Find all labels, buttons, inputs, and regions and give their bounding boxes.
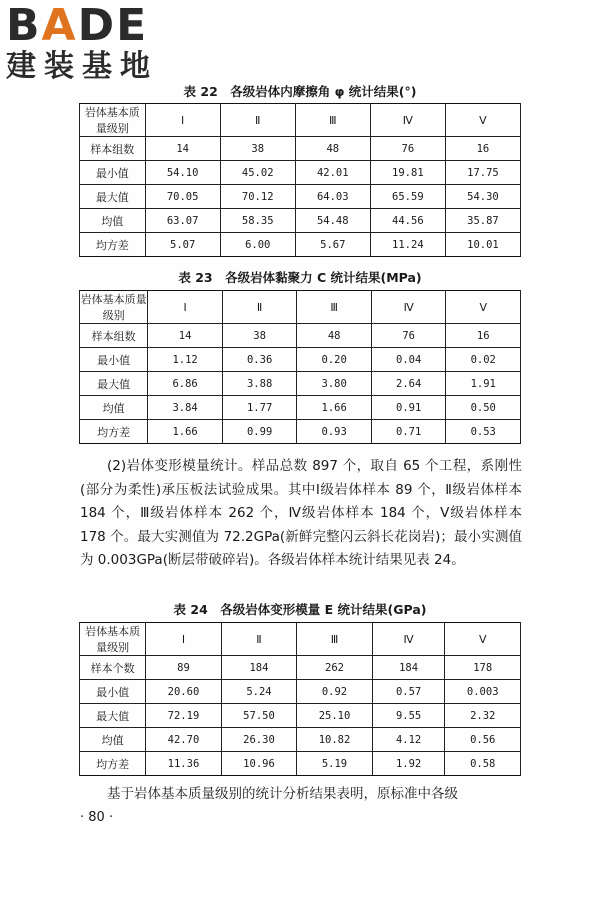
table-cell: 0.56 [445,728,521,752]
table-cell: 16 [445,137,520,161]
table-row [80,704,521,728]
logo-text-en: BADE [6,0,149,51]
row-label: 样本组数 [80,137,146,161]
table23 [79,290,521,444]
table-cell: 10.82 [297,728,373,752]
column-header: Ⅳ [371,291,446,324]
table-cell: 178 [445,656,521,680]
table22-body [80,104,521,257]
paragraph-conclusion: 基于岩体基本质量级别的统计分析结果表明，原标准中各级 [107,786,458,802]
column-header: Ⅱ [220,104,295,137]
table-cell: 0.50 [446,396,521,420]
logo-text-cn: 建装基地 [6,49,158,84]
column-header: Ⅱ [221,623,297,656]
row-label: 样本个数 [80,656,146,680]
table-cell: 42.70 [146,728,222,752]
table-cell: 38 [222,324,297,348]
table-cell: 14 [148,324,223,348]
table-cell: 76 [370,137,445,161]
table-cell: 3.80 [297,372,372,396]
table-cell: 1.66 [148,420,223,444]
table-cell: 2.64 [371,372,446,396]
column-header-label: 岩体基本质量级别 [80,104,146,137]
row-label: 均方差 [80,752,146,776]
table-cell: 3.88 [222,372,297,396]
table-cell: 262 [297,656,373,680]
row-label: 均值 [80,728,146,752]
table-row [80,137,521,161]
table-cell: 63.07 [145,209,220,233]
table-cell: 11.24 [370,233,445,257]
row-label: 最大值 [80,704,146,728]
table-cell: 2.32 [445,704,521,728]
logo [6,0,158,84]
table-cell: 10.01 [445,233,520,257]
table23-caption: 表 23 各级岩体黏聚力 C 统计结果(MPa) [178,270,422,285]
column-header: Ⅰ [145,104,220,137]
table-cell: 76 [371,324,446,348]
row-label: 均方差 [80,233,146,257]
table-cell: 42.01 [295,161,370,185]
column-header: Ⅳ [372,623,445,656]
row-label: 样本组数 [80,324,148,348]
table-header-row [80,623,521,656]
table-cell: 70.05 [145,185,220,209]
table-cell: 48 [295,137,370,161]
table-row [80,396,521,420]
table-row [80,420,521,444]
table-cell: 11.36 [146,752,222,776]
table-header-row [80,104,521,137]
row-label: 最大值 [80,185,146,209]
table-row [80,185,521,209]
table-row [80,348,521,372]
row-label: 最小值 [80,680,146,704]
table-cell: 5.24 [221,680,297,704]
table-cell: 3.84 [148,396,223,420]
table-row [80,680,521,704]
table-cell: 184 [372,656,445,680]
table-cell: 0.04 [371,348,446,372]
row-label: 均值 [80,209,146,233]
table24 [79,622,521,776]
table-cell: 0.92 [297,680,373,704]
table-cell: 184 [221,656,297,680]
table-row [80,728,521,752]
table-cell: 26.30 [221,728,297,752]
table-row [80,233,521,257]
table-row [80,752,521,776]
table-cell: 0.53 [446,420,521,444]
table-cell: 48 [297,324,372,348]
table-cell: 70.12 [220,185,295,209]
table-cell: 6.00 [220,233,295,257]
column-header: Ⅴ [445,623,521,656]
logo-accent-letter: A [41,0,78,51]
table-row [80,656,521,680]
table-cell: 54.10 [145,161,220,185]
table-row [80,161,521,185]
table-cell: 44.56 [370,209,445,233]
table-cell: 16 [446,324,521,348]
table-cell: 25.10 [297,704,373,728]
table-cell: 1.92 [372,752,445,776]
table23-body [80,291,521,444]
table-cell: 35.87 [445,209,520,233]
table-row [80,324,521,348]
column-header: Ⅲ [297,623,373,656]
table-cell: 1.91 [446,372,521,396]
table-header-row [80,291,521,324]
table-cell: 0.57 [372,680,445,704]
column-header: Ⅳ [370,104,445,137]
table-cell: 57.50 [221,704,297,728]
table-row [80,372,521,396]
table-cell: 72.19 [146,704,222,728]
table-cell: 58.35 [220,209,295,233]
column-header: Ⅲ [297,291,372,324]
table-cell: 6.86 [148,372,223,396]
page-number: · 80 · [80,810,114,825]
table-cell: 54.48 [295,209,370,233]
row-label: 最小值 [80,348,148,372]
table24-body [80,623,521,776]
table-cell: 0.91 [371,396,446,420]
table-cell: 17.75 [445,161,520,185]
table-cell: 0.71 [371,420,446,444]
table-cell: 0.02 [446,348,521,372]
table-cell: 64.03 [295,185,370,209]
table-cell: 20.60 [146,680,222,704]
table-cell: 9.55 [372,704,445,728]
column-header: Ⅰ [146,623,222,656]
table-row [80,209,521,233]
table22 [79,103,521,257]
table-cell: 0.36 [222,348,297,372]
table-cell: 4.12 [372,728,445,752]
table-cell: 0.99 [222,420,297,444]
row-label: 均值 [80,396,148,420]
table-cell: 54.30 [445,185,520,209]
table22-caption: 表 22 各级岩体内摩擦角 φ 统计结果(°) [183,84,417,99]
table-cell: 1.77 [222,396,297,420]
table-cell: 89 [146,656,222,680]
table-cell: 1.66 [297,396,372,420]
table-cell: 0.58 [445,752,521,776]
column-header: Ⅰ [148,291,223,324]
table-cell: 0.93 [297,420,372,444]
column-header-label: 岩体基本质量级别 [80,623,146,656]
column-header: Ⅴ [445,104,520,137]
table-cell: 5.19 [297,752,373,776]
table-cell: 45.02 [220,161,295,185]
row-label: 最小值 [80,161,146,185]
table-cell: 65.59 [370,185,445,209]
table-cell: 14 [145,137,220,161]
row-label: 最大值 [80,372,148,396]
table-cell: 0.20 [297,348,372,372]
column-header: Ⅲ [295,104,370,137]
table-cell: 5.67 [295,233,370,257]
table24-caption: 表 24 各级岩体变形模量 E 统计结果(GPa) [173,602,427,617]
table-cell: 5.07 [145,233,220,257]
table-cell: 1.12 [148,348,223,372]
row-label: 均方差 [80,420,148,444]
column-header-label: 岩体基本质量级别 [80,291,148,324]
table-cell: 10.96 [221,752,297,776]
column-header: Ⅱ [222,291,297,324]
table-cell: 38 [220,137,295,161]
table-cell: 0.003 [445,680,521,704]
paragraph-deformation-modulus: (2)岩体变形模量统计。样品总数 897 个，取自 65 个工程，系刚性(部分为柔性)承压板法试验成果。其中Ⅰ级岩体样本 89 个，Ⅱ级岩体样本 184 个，Ⅲ级岩体样本 262 个，Ⅳ级岩体样本 184 个，Ⅴ级岩体样本 178 个。最大实测值为 72.2GPa(新鲜完整闪云斜长花岗岩)；最小实测值为 0.003GPa(断层带破碎岩)。各级岩体样本统计结果见表 24。 [80,458,522,568]
table-cell: 19.81 [370,161,445,185]
column-header: Ⅴ [446,291,521,324]
